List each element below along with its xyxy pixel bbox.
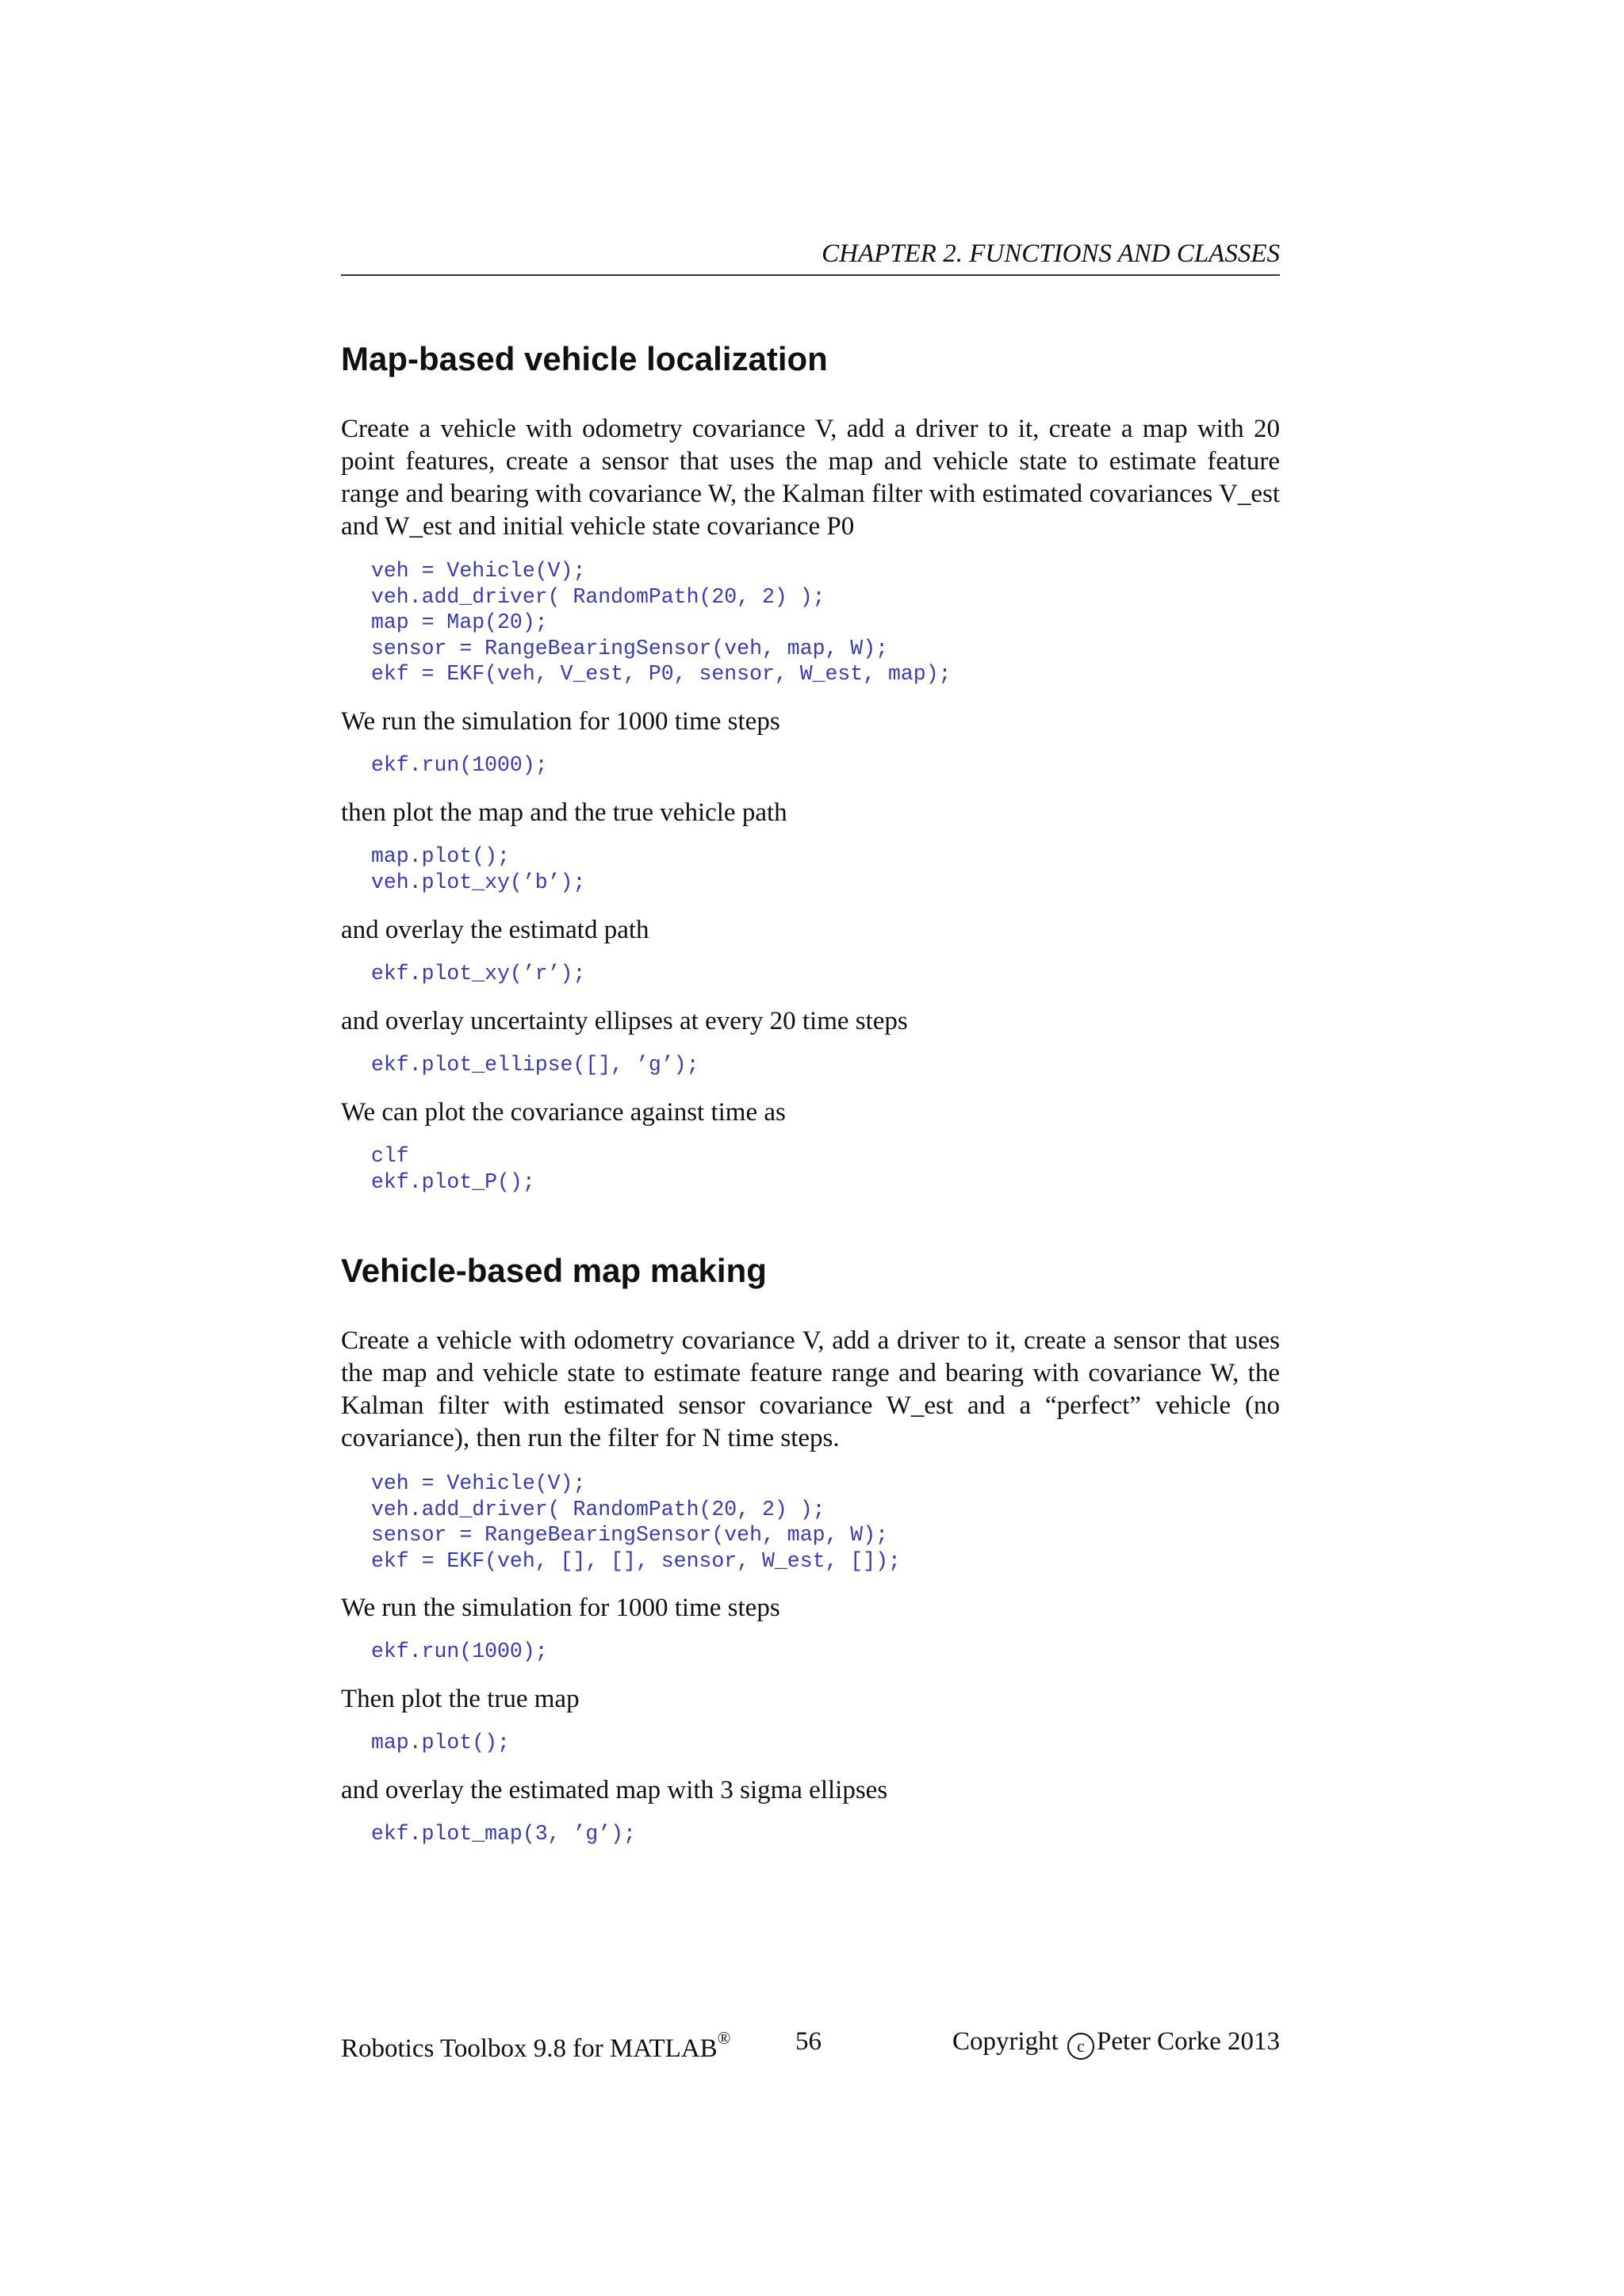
code-line: veh = Vehicle(V); <box>371 1471 586 1495</box>
code-line: clf <box>371 1144 409 1168</box>
code-line: veh = Vehicle(V); <box>371 559 586 583</box>
code-line: ekf = EKF(veh, [], [], sensor, W_est, []); <box>371 1548 901 1573</box>
code-line: map = Map(20); <box>371 610 548 634</box>
paragraph: We run the simulation for 1000 time steps <box>341 1594 780 1622</box>
code-block <box>371 1052 699 1078</box>
code-block <box>371 1471 901 1574</box>
code-block <box>371 1821 636 1847</box>
page-number: 56 <box>795 2027 822 2056</box>
code-line: sensor = RangeBearingSensor(veh, map, W); <box>371 636 889 660</box>
code-block <box>371 1143 535 1195</box>
code-block <box>371 961 585 987</box>
paragraph: and overlay the estimatd path <box>341 916 649 944</box>
code-block <box>371 1730 510 1756</box>
code-line: map.plot(); <box>371 1731 510 1755</box>
copyright-prefix: Copyright <box>952 2027 1059 2056</box>
code-line: veh.plot_xy(’b’); <box>371 870 586 894</box>
code-block <box>371 752 548 779</box>
section-heading-localization: Map-based vehicle localization <box>341 340 828 377</box>
paragraph: Create a vehicle with odometry covariance V, add a driver to it, create a map with 20 point features, create a sensor that uses the map and vehicle state to estimate feature range and bearing with covariance W, the Kalman filter with estimated covariances V_est and W_est and initial vehicle state covariance P0 <box>341 415 1280 541</box>
paragraph: Then plot the true map <box>341 1685 580 1713</box>
code-line: map.plot(); <box>371 844 510 868</box>
code-line: ekf.run(1000); <box>371 753 548 777</box>
footer-copyright <box>952 2022 1280 2061</box>
paragraph: then plot the map and the true vehicle path <box>341 798 787 827</box>
paragraph: We run the simulation for 1000 time steps <box>341 707 780 736</box>
code-line: ekf = EKF(veh, V_est, P0, sensor, W_est, map); <box>371 662 952 686</box>
code-line: ekf.plot_P(); <box>371 1169 535 1194</box>
page-footer <box>341 2022 1280 2061</box>
code-line: veh.add_driver( RandomPath(20, 2) ); <box>371 1497 825 1521</box>
copyright-symbol: c <box>1067 2033 1094 2060</box>
copyright-owner: Peter Corke 2013 <box>1097 2027 1280 2056</box>
code-line: ekf.plot_ellipse([], ’g’); <box>371 1053 699 1077</box>
paragraph: We can plot the covariance against time as <box>341 1098 786 1127</box>
paragraph: and overlay uncertainty ellipses at every 20 time steps <box>341 1007 908 1035</box>
code-line: sensor = RangeBearingSensor(veh, map, W); <box>371 1523 889 1547</box>
code-block <box>371 558 952 687</box>
code-line: ekf.plot_xy(’r’); <box>371 962 586 985</box>
footer-title-text: Robotics Toolbox 9.8 for MATLAB <box>341 2034 718 2063</box>
code-line: ekf.plot_map(3, ’g’); <box>371 1822 636 1846</box>
section-heading-map-making: Vehicle-based map making <box>341 1252 767 1289</box>
registered-mark: ® <box>717 2028 731 2048</box>
footer-book-title <box>341 2022 730 2068</box>
code-block <box>371 844 585 895</box>
paragraph: and overlay the estimated map with 3 sigma ellipses <box>341 1776 888 1804</box>
paragraph: Create a vehicle with odometry covariance V, add a driver to it, create a sensor that uses the map and vehicle state to estimate feature range and bearing with covariance W, the Kalman filter with estimated sensor covariance W_est and a “perfect” vehicle (no covariance), then run the filter for N time steps. <box>341 1326 1280 1452</box>
code-line: veh.add_driver( RandomPath(20, 2) ); <box>371 584 825 609</box>
code-line: ekf.run(1000); <box>371 1640 548 1663</box>
code-block <box>371 1639 548 1665</box>
running-head: CHAPTER 2. FUNCTIONS AND CLASSES <box>341 236 1280 276</box>
